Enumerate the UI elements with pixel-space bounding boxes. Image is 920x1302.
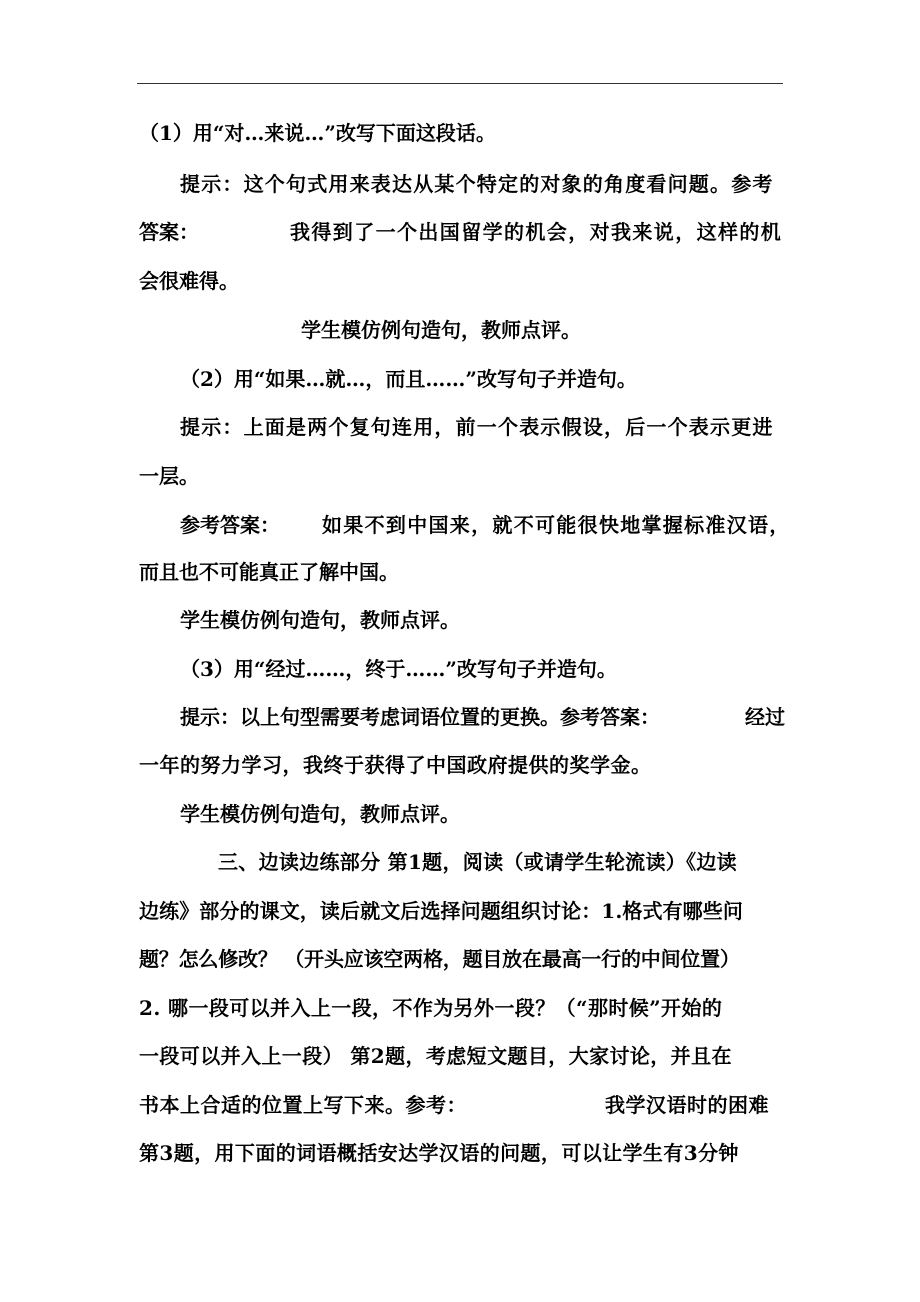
text-line: 边练》部分的课文，读后就文后选择问题组织讨论：1.格式有哪些问 <box>139 899 743 923</box>
text-line: 学生模仿例句造句，教师点评。 <box>180 802 460 826</box>
text-line: 会很难得。 <box>139 269 239 293</box>
text-line: 经过 <box>745 705 785 729</box>
text-line: 参考答案： <box>180 513 280 537</box>
text-line: 一段可以并入上一段） 第2题，考虑短文题目，大家讨论，并且在 <box>139 1044 732 1068</box>
header-rule <box>137 83 783 84</box>
text-line: 我学汉语时的困难 <box>605 1093 769 1117</box>
text-line: （2）用“如果…就…，而且……”改写句子并造句。 <box>180 367 637 391</box>
text-line: 如果不到中国来，就不可能很快地掌握标准汉语， <box>322 513 791 537</box>
text-line: 提示：上面是两个复句连用，前一个表示假设，后一个表示更进 <box>180 415 774 439</box>
text-line: 学生模仿例句造句，教师点评。 <box>301 318 581 342</box>
text-line: 我得到了一个出国留学的机会，对我来说，这样的机 <box>290 220 783 244</box>
text-line: （1）用“对…来说…”改写下面这段话。 <box>139 121 496 145</box>
text-line: 提示：以上句型需要考虑词语位置的更换。参考答案： <box>180 705 660 729</box>
text-line: 提示：这个句式用来表达从某个特定的对象的角度看问题。参考 <box>180 172 774 196</box>
text-line: 2. 哪一段可以并入上一段，不作为另外一段？（“那时候”开始的 <box>139 996 723 1020</box>
text-line: 而且也不可能真正了解中国。 <box>139 560 399 584</box>
text-line: 第3题，用下面的词语概括安达学汉语的问题，可以让学生有3分钟 <box>139 1141 739 1165</box>
text-line: 答案： <box>139 220 199 244</box>
text-line: 三、边读边练部分 第1题，阅读（或请学生轮流读）《边读 <box>218 850 737 874</box>
text-line: （3）用“经过……，终于……”改写句子并造句。 <box>180 657 617 681</box>
text-line: 一层。 <box>139 464 199 488</box>
text-line: 书本上合适的位置上写下来。参考： <box>139 1093 467 1117</box>
text-line: 一年的努力学习，我终于获得了中国政府提供的奖学金。 <box>139 753 652 777</box>
text-line: 题？怎么修改？ （开头应该空两格，题目放在最高一行的中间位置） <box>139 947 740 971</box>
text-line: 学生模仿例句造句，教师点评。 <box>180 608 460 632</box>
